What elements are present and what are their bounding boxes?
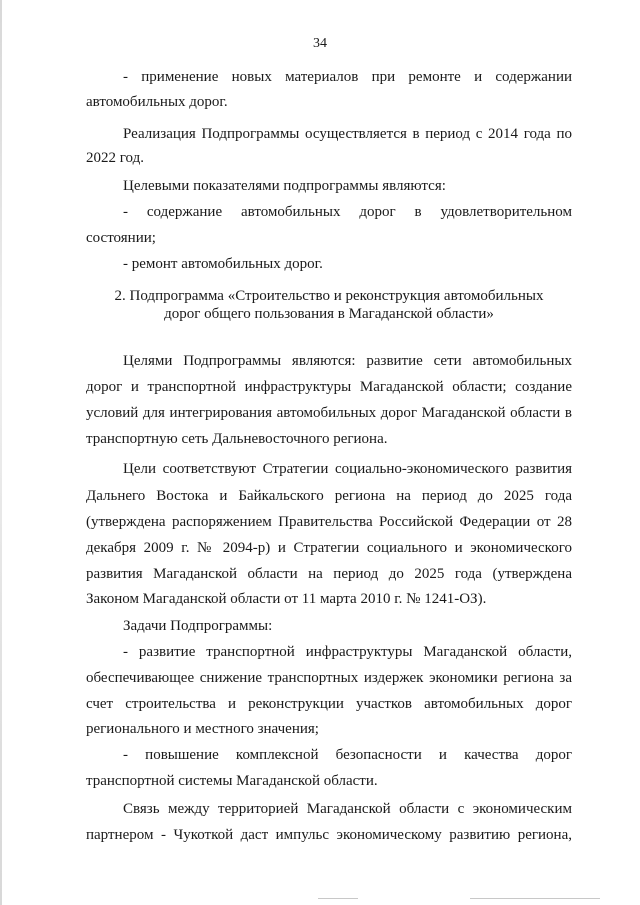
text-line: счет строительства и реконструкции участков автомобильных дорог: [86, 696, 572, 712]
text-line: - развитие транспортной инфраструктуры Магаданской области,: [123, 644, 572, 660]
text-line: условий для интегрирования автомобильных дорог Магаданской области в: [86, 405, 572, 421]
text-line: Дальнего Востока и Байкальского региона на период до 2025 года: [86, 488, 572, 504]
scan-mark: [318, 898, 358, 899]
text-line: - содержание автомобильных дорог в удовлетворительном: [123, 204, 572, 220]
section-heading: 2. Подпрограмма «Строительство и реконструкция автомобильных: [114, 288, 544, 304]
text-line: Целевыми показателями подпрограммы являются:: [123, 178, 446, 194]
text-line: - ремонт автомобильных дорог.: [123, 256, 323, 272]
text-line: Связь между территорией Магаданской области с экономическим: [123, 801, 572, 817]
text-line: партнером - Чукоткой даст импульс экономическому развитию региона,: [86, 827, 572, 843]
page-number: 34: [313, 36, 327, 51]
text-line: 2022 год.: [86, 150, 144, 166]
text-line: развития Магаданской области на период до 2025 года (утверждена: [86, 566, 572, 582]
text-line: Задачи Подпрограммы:: [123, 618, 273, 634]
text-line: Целями Подпрограммы являются: развитие сети автомобильных: [123, 353, 572, 369]
text-line: Цели соответствуют Стратегии социально-экономического развития: [123, 461, 572, 477]
text-line: транспортной системы Магаданской области.: [86, 773, 378, 789]
text-line: - применение новых материалов при ремонте и содержании: [123, 69, 572, 85]
text-line: (утверждена распоряжением Правительства Российской Федерации от 28: [86, 514, 572, 530]
scan-edge: [0, 0, 2, 905]
text-line: транспортную сеть Дальневосточного региона.: [86, 431, 388, 447]
text-line: дорог и транспортной инфраструктуры Магаданской области; создание: [86, 379, 572, 395]
text-line: регионального и местного значения;: [86, 721, 319, 737]
text-line: автомобильных дорог.: [86, 94, 228, 110]
text-line: Законом Магаданской области от 11 марта 2010 г. № 1241-ОЗ).: [86, 591, 487, 607]
scan-mark: [470, 898, 600, 899]
text-line: - повышение комплексной безопасности и качества дорог: [123, 747, 572, 763]
text-line: состоянии;: [86, 230, 156, 246]
section-heading: дорог общего пользования в Магаданской области»: [164, 306, 494, 322]
text-line: обеспечивающее снижение транспортных издержек экономики региона за: [86, 670, 572, 686]
text-line: декабря 2009 г. № 2094-р) и Стратегии социального и экономического: [86, 540, 572, 556]
text-line: Реализация Подпрограммы осуществляется в период с 2014 года по: [123, 126, 572, 142]
